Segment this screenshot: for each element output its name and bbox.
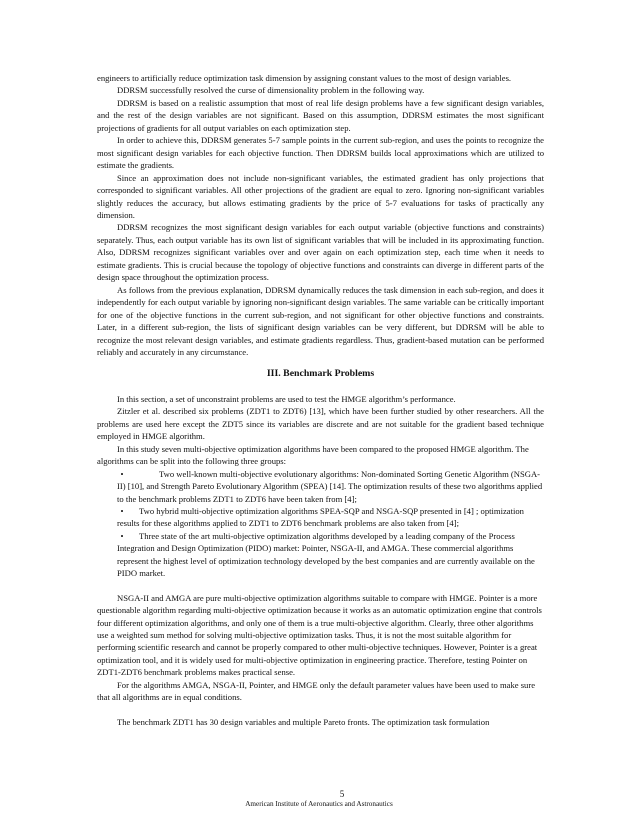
paragraph: DDRSM successfully resolved the curse of dimensionality problem in the following way. [117,85,425,96]
bullet-text: Three state of the art multi-objective optimization algorithms developed by a leading company of the Process Integration and Design Optimization (PIDO) market: Pointer, NSGA-II, and AMGA. These commercial algorithms represent the highest level of optimization technology developed by the best companies and are currently available on the PIDO market. [117,530,535,579]
bullet-text: Two hybrid multi-objective optimization algorithms SPEA-SQP and NSGA-SQP presented in [4] ; optimization results for these algorithms applied to ZDT1 to ZDT6 benchmark problems are also taken from [4]; [117,505,524,529]
page-body [97,72,544,728]
paragraph: In this study seven multi-objective optimization algorithms have been compared to the proposed HMGE algorithm. The algorithms can be split into the following three groups: [97,443,529,467]
bullet-text: Two well-known multi-objective evolutionary algorithms: Non-dominated Sorting Genetic Algorithm (NSGA-II) [10], and Strength Pareto Evolutionary Algorithm (SPEA) [14]. The optimization results of these two algorithms applied to the benchmark problems ZDT1 to ZDT6 have been taken from [4]; [117,468,543,504]
bullet-item [97,505,544,530]
paragraph: Zitzler et al. described six problems (ZDT1 to ZDT6) [13], which have been further studied by other researchers. All the problems are used here except the ZDT5 since its variables are discrete and are not suitable for the gradient based technique employed in HMGE algorithm. [97,406,544,442]
page-footer [0,789,638,809]
paragraph: In order to achieve this, DDRSM generates 5-7 sample points in the current sub-region, and uses the points to recognize the most significant design variables for each objective function. Then DDRSM builds local approximations which are utilized to estimate the gradients. [97,135,544,171]
paragraph: NSGA-II and AMGA are pure multi-objective optimization algorithms suitable to compare with HMGE. Pointer is a more questionable algorithm regarding multi-objective optimization because it works as an automatic optimization engine that controls four different optimization algorithms, and only one of them is a true multi-objective algorithm. Clearly, three other algorithms use a weighted sum method for solving multi-objective optimization tasks. Thus, it is not the most suitable algorithm for performing scientific research and cannot be properly compared to other multi-objective techniques. However, Pointer is a great optimization tool, and it is widely used for multi-objective optimization in engineering practice. Therefore, testing Pointer on ZDT1-ZDT6 benchmark problems makes practical sense. [97,592,542,678]
paragraph: Since an approximation does not include non-significant variables, the estimated gradient has only projections that corresponded to significant variables. All other projections of the gradient are equal to zero. Ignoring non-significant variables slightly reduces the accuracy, but allows estimating gradients by the price of 5-7 evaluations for tasks of practically any dimension. [97,172,544,220]
footer-organization: American Institute of Aeronautics and Astronautics [245,800,393,808]
section-heading: III. Benchmark Problems [266,368,375,380]
paragraph: engineers to artificially reduce optimization task dimension by assigning constant values to the most of design variables. [97,73,512,83]
paragraph: As follows from the previous explanation, DDRSM dynamically reduces the task dimension in each sub-region, and does it independently for each output variable by ignoring non-significant design variables. The same variable can be critically important for one of the objective functions in the current sub-region, and not significant for other objective functions and constraints. Later, in a different sub-region, the lists of significant design variables can be very different, but DDRSM will be able to recognize the most relevant design variables, and estimate gradients regardless. Thus, gradient-based mutation can be performed reliably and accurately in any circumstance. [97,284,544,357]
paragraph: DDRSM recognizes the most significant design variables for each output variable (objective functions and constraints) separately. Thus, each output variable has its own list of significant variables that will be included in its approximating function. Also, DDRSM recognizes significant variables over and over again on each optimization step, each time when it needs to estimate gradients. This is crucial because the topology of objective functions and constraints can diverge in different parts of the design space throughout the optimization process. [97,222,544,283]
bullet-item [97,468,544,505]
paragraph: In this section, a set of unconstraint problems are used to test the HMGE algorithm’s performance. [117,393,456,404]
paragraph-spacer [97,580,544,592]
page-number: 5 [339,789,345,799]
paragraph: For the algorithms AMGA, NSGA-II, Pointer, and HMGE only the default parameter values have been used to make sure that all algorithms are in equal conditions. [97,679,536,703]
bullet-icon: • [120,505,124,516]
paragraph: The benchmark ZDT1 has 30 design variables and multiple Pareto fronts. The optimization task formulation [117,716,490,727]
bullet-icon: • [120,468,124,479]
bullet-icon: • [120,530,124,541]
paragraph: DDRSM is based on a realistic assumption that most of real life design problems have a few significant design variables, and the rest of the design variables are not significant. Based on this assumption, DDRSM estimates the most significant projections of gradients for all output variables on each optimization step. [97,97,544,133]
paragraph-spacer [97,704,544,716]
bullet-item [97,530,544,580]
